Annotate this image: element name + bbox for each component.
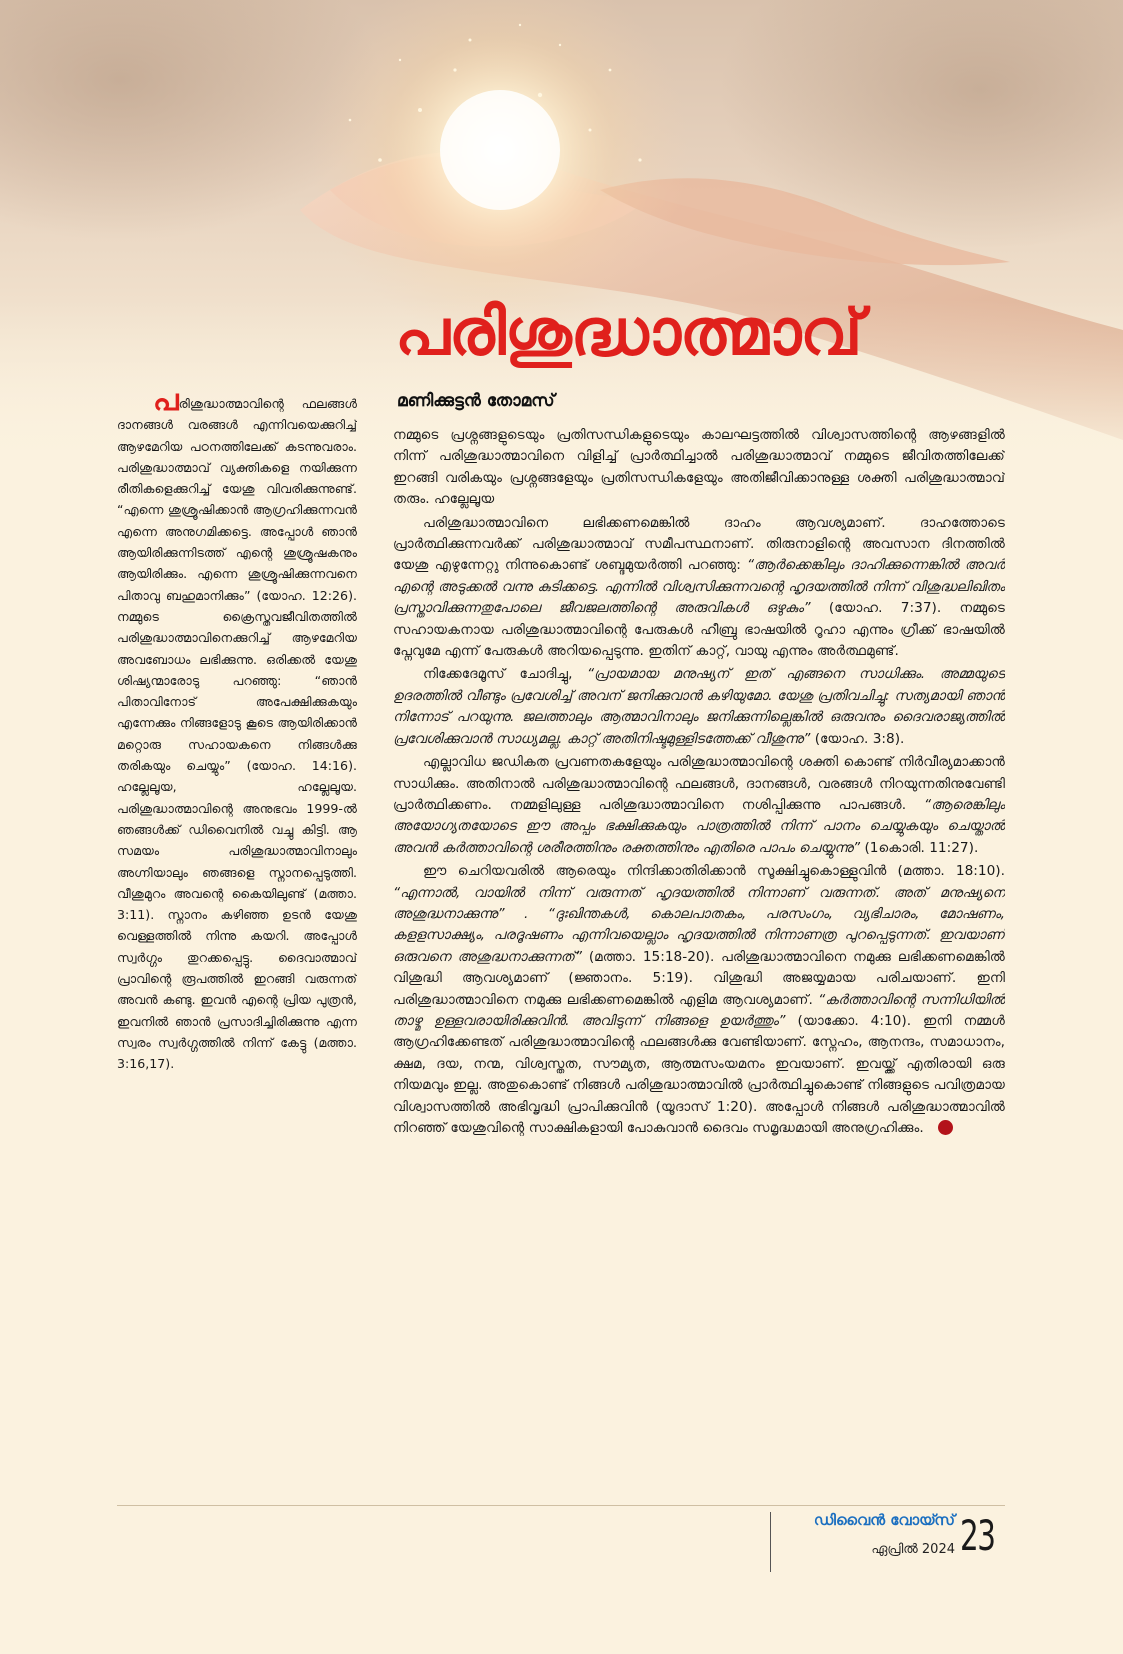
paragraph-3 (393, 664, 1005, 750)
paragraph-2-quote: “ആർക്കെങ്കിലും ദാഹിക്കുന്നെങ്കിൽ അവർ എന്റെ അടുക്കൽ വന്നു കുടിക്കട്ടെ. എന്നിൽ വിശ്വസിക്കുന്നവന്റെ ഹൃദയത്തിൽ നിന്ന് വിശുദ്ധലിഖിതം പ്രസ്താവിക്കുന്നതുപോലെ ജീവജലത്തിന്റെ അരുവികൾ ഒഴുകും” (393, 557, 1005, 617)
paragraph-1: നമ്മുടെ പ്രശ്നങ്ങളുടെയും പ്രതിസന്ധികളുടെയും കാലഘട്ടത്തിൽ വിശ്വാസത്തിന്റെ ആഴങ്ങളിൽ നിന്ന് പരിശുദ്ധാത്മാവിനെ വിളിച്ച് പ്രാർത്ഥിച്ചാൽ പരിശുദ്ധാത്മാവ് നമ്മുടെ ജീവിതത്തിലേക്ക് ഇറങ്ങി വരികയും പ്രശ്നങ്ങളേയും പ്രതിസന്ധികളേയും അതിജീവിക്കാനുള്ള ശക്തി പരിശുദ്ധാത്മാവ് തരും. ഹല്ലേലൂയ (393, 427, 1005, 508)
footer-divider (117, 1505, 1005, 1506)
article-author: മണിക്കുട്ടൻ തോമസ് (397, 391, 555, 411)
paragraph-3-quote: “പ്രായമായ മനുഷ്യന് ഇത് എങ്ങനെ സാധിക്കും. അമ്മയുടെ ഉദരത്തിൽ വീണ്ടും പ്രവേശിച്ച് അവന് ജനിക്കുവാൻ കഴിയുമോ. യേശു പ്രതിവചിച്ചു: സത്യമായി ഞാൻ നിന്നോട് പറയുന്നു. ജലത്താലും ആത്മാവിനാലും ജനിക്കുന്നില്ലെങ്കിൽ ഒരുവനും ദൈവരാജ്യത്തിൽ പ്രവേശിക്കുവാൻ സാധ്യമല്ല. കാറ്റ് അതിനിഷ്ടമുള്ളിടത്തേക്ക് വീശുന്നു” (393, 666, 1005, 747)
end-of-article-icon (938, 1120, 953, 1135)
paragraph-5-quote-1: “എന്നാൽ, വായിൽ നിന്ന് വരുന്നത് ഹൃദയത്തിൽ നിന്നാണ് വരുന്നത്. അത് മനുഷ്യനെ അശുദ്ധനാക്കുന്നു” . “ദുഃഖിന്തകൾ, കൊലപാതകം, പരസംഗം, വ്യഭിചാരം, മോഷണം, കളളസാക്ഷ്യം, പരദൂഷണം എന്നിവയെല്ലാം ഹൃദയത്തിൽ നിന്നാണത്ര പുറപ്പെടുന്നത്. ഇവയാണ് ഒരുവനെ അശുദ്ധനാക്കുന്നത്” (393, 884, 1005, 965)
paragraph-5 (393, 861, 1005, 1139)
right-column (393, 425, 1005, 1495)
paragraph-4-reference: (1കൊരി. 11:27). (860, 839, 979, 856)
left-column-paragraph (117, 390, 357, 1075)
paragraph-2-reference: (യോഹ. 7:37). നമ്മുടെ സഹായകനായ പരിശുദ്ധാത്മാവിന്റെ പേരുകൾ ഹീബ്രു ഭാഷയിൽ റൂഹാ എന്നും ഗ്രീക്ക് ഭാഷയിൽ പ്നേവുമേ എന്ന് പേരുകൾ അറിയപ്പെടുന്നു. ഇതിന് കാറ്റ്, വായു എന്നും അർത്ഥമുണ്ട്. (393, 600, 1005, 660)
page-number: 23 (960, 1511, 995, 1560)
article-title: പരിശുദ്ധാത്മാവ് (395, 296, 862, 370)
paragraph-4 (393, 752, 1005, 859)
footer-separator (770, 1512, 771, 1572)
paragraph-5-text: ഈ ചെറിയവരിൽ ആരെയും നിന്ദിക്കാതിരിക്കാൻ സൂക്ഷിച്ചുകൊള്ളുവിൻ (മത്താ. 18:10). (423, 863, 1005, 880)
magazine-name: ഡിവൈൻ വോയ്സ് (813, 1511, 955, 1529)
paragraph-2 (393, 513, 1005, 663)
drop-cap: പ (153, 390, 179, 418)
paragraph-4-text: എല്ലാവിധ ജഡികത പ്രവണതകളേയും പരിശുദ്ധാത്മാവിന്റെ ശക്തി കൊണ്ട് നിർവീര്യമാക്കാൻ സാധിക്കും. അതിനാൽ പരിശുദ്ധാത്മാവിന്റെ ഫലങ്ങൾ, ദാനങ്ങൾ, വരങ്ങൾ നിറയുന്നതിനുവേണ്ടി പ്രാർത്ഥിക്കണം. നമ്മളിലുള്ള പരിശുദ്ധാത്മാവിനെ നശിപ്പിക്കുന്നു പാപങ്ങൾ. (393, 754, 1005, 813)
paragraph-5-quote-2: “കർത്താവിന്റെ സന്നിധിയിൽ താഴ്മ ഉള്ളവരായിരിക്കുവിൻ. അവിടുന്ന് നിങ്ങളെ ഉയർത്തും” (393, 991, 1005, 1029)
left-column (117, 390, 357, 1490)
paragraph-3-reference: (യോഹ. 3:8). (810, 730, 905, 747)
paragraph-3-text: നിക്കേദേമൂസ് ചോദിച്ചു, (423, 666, 587, 683)
paragraph-2-text: പരിശുദ്ധാത്മാവിനെ ലഭിക്കണമെങ്കിൽ ദാഹം ആവശ്യമാണ്. ദാഹത്തോടെ പ്രാർത്ഥിക്കുന്നവർക്ക് പരിശുദ്ധാത്മാവ് സമീപസ്ഥനാണ്. തിരുനാളിന്റെ അവസാന ദിനത്തിൽ യേശു എഴുന്നേറ്റു നിന്നുകൊണ്ട് ശബ്ദമുയർത്തി പറഞ്ഞു: (393, 514, 1005, 574)
issue-date: ഏപ്രിൽ 2024 (871, 1542, 955, 1557)
paragraph-5-text-2: (മത്താ. 15:18-20). പരിശുദ്ധാത്മാവിനെ നമുക്കു ലഭിക്കണമെങ്കിൽ വിശുദ്ധി ആവശ്യമാണ് (ജ്ഞാനം. 5:19). വിശുദ്ധി അജയ്യമായ പരിചയാണ്. ഇനി പരിശുദ്ധാത്മാവിനെ നമുക്കു ലഭിക്കണമെങ്കിൽ എളിമ ആവശ്യമാണ്. (393, 948, 1005, 1008)
paragraph-5-text-3: (യാക്കോ. 4:10). ഇനി നമ്മൾ ആഗ്രഹിക്കേണ്ടത് പരിശുദ്ധാത്മാവിന്റെ ഫലങ്ങൾക്കു വേണ്ടിയാണ്. സ്നേഹം, ആനന്ദം, സമാധാനം, ക്ഷമ, ദയ, നന്മ, വിശ്വസ്തത, സൗമ്യത, ആത്മസംയമനം ഇവയാണ്. ഇവയ്ക്ക് എതിരായി ഒരു നിയമവും ഇല്ല. അതുകൊണ്ട് നിങ്ങൾ പരിശുദ്ധാത്മാവിൽ പ്രാർത്ഥിച്ചുകൊണ്ട് നിങ്ങളുടെ പവിത്രമായ വിശ്വാസത്തിൽ അഭിവൃദ്ധി പ്രാപിക്കുവിൻ (യൂദാസ് 1:20). അപ്പോൾ നിങ്ങൾ പരിശുദ്ധാത്മാവിൽ നിറഞ്ഞ് യേശുവിന്റെ സാക്ഷികളായി പോകുവാൻ ദൈവം സമൃദ്ധമായി അനുഗ്രഹിക്കും. (393, 1012, 1005, 1136)
left-column-text: രിശുദ്ധാത്മാവിന്റെ ഫലങ്ങൾ ദാനങ്ങൾ വരങ്ങൾ എന്നിവയെക്കുറിച്ച് ആഴമേറിയ പഠനത്തിലേക്ക് കടന്നുവരാം. പരിശുദ്ധാത്മാവ് വ്യക്തികളെ നയിക്കുന്ന രീതികളെക്കുറിച്ച് യേശു വിവരിക്കുന്നുണ്ട്. “എന്നെ ശുശ്രൂഷിക്കാൻ ആഗ്രഹിക്കുന്നവൻ എന്നെ അനുഗമിക്കട്ടെ. അപ്പോൾ ഞാൻ ആയിരിക്കുന്നിടത്ത് എന്റെ ശുശ്രൂഷകനും ആയിരിക്കും. എന്നെ ശുശ്രൂഷിക്കുന്നവനെ പിതാവു ബഹുമാനിക്കും” (യോഹ. 12:26). നമ്മുടെ ക്രൈസ്തവജീവിതത്തിൽ പരിശുദ്ധാത്മാവിനെക്കുറിച്ച് ആഴമേറിയ അവബോധം ലഭിക്കുന്നു. ഒരിക്കൽ യേശു ശിഷ്യന്മാരോടു പറഞ്ഞു: “ഞാൻ പിതാവിനോട് അപേക്ഷിക്കുകയും എന്നേക്കും നിങ്ങളോടു കൂടെ ആയിരിക്കാൻ മറ്റൊരു സഹായകനെ നിങ്ങൾക്കു തരികയും ചെയ്യും” (യോഹ. 14:16). ഹല്ലേലൂയ, ഹല്ലേലൂയ. പരിശുദ്ധാത്മാവിന്റെ അനുഭവം 1999-ൽ ഞങ്ങൾക്ക് ഡിവൈനിൽ വച്ചു കിട്ടി. ആ സമയം പരിശുദ്ധാത്മാവിനാലും അഗ്നിയാലും ഞങ്ങളെ സ്നാനപ്പെടുത്തി. വീശുമുറം അവന്റെ കൈയിലുണ്ട് (മത്താ. 3:11). സ്നാനം കഴിഞ്ഞ ഉടൻ യേശു വെള്ളത്തിൽ നിന്നു കയറി. അപ്പോൾ സ്വർഗ്ഗം തുറക്കപ്പെട്ടു. ദൈവാത്മാവ് പ്രാവിന്റെ രൂപത്തിൽ ഇറങ്ങി വരുന്നത് അവൻ കണ്ടു. ഇവൻ എന്റെ പ്രിയ പുത്രൻ, ഇവനിൽ ഞാൻ പ്രസാദിച്ചിരിക്കുന്നു എന്ന സ്വരം സ്വർഗ്ഗത്തിൽ നിന്ന് കേട്ടു (മത്താ. 3:16,17). (117, 396, 357, 1072)
paragraph-4-quote: “ആരെങ്കിലും അയോഗ്യതയോടെ ഈ അപ്പം ഭക്ഷിക്കുകയും പാത്രത്തിൽ നിന്ന് പാനം ചെയ്യുകയും ചെയ്താൽ അവൻ കർത്താവിന്റെ ശരീരത്തിനും രക്തത്തിനും എതിരെ പാപം ചെയ്യുന്നു” (393, 796, 1005, 856)
